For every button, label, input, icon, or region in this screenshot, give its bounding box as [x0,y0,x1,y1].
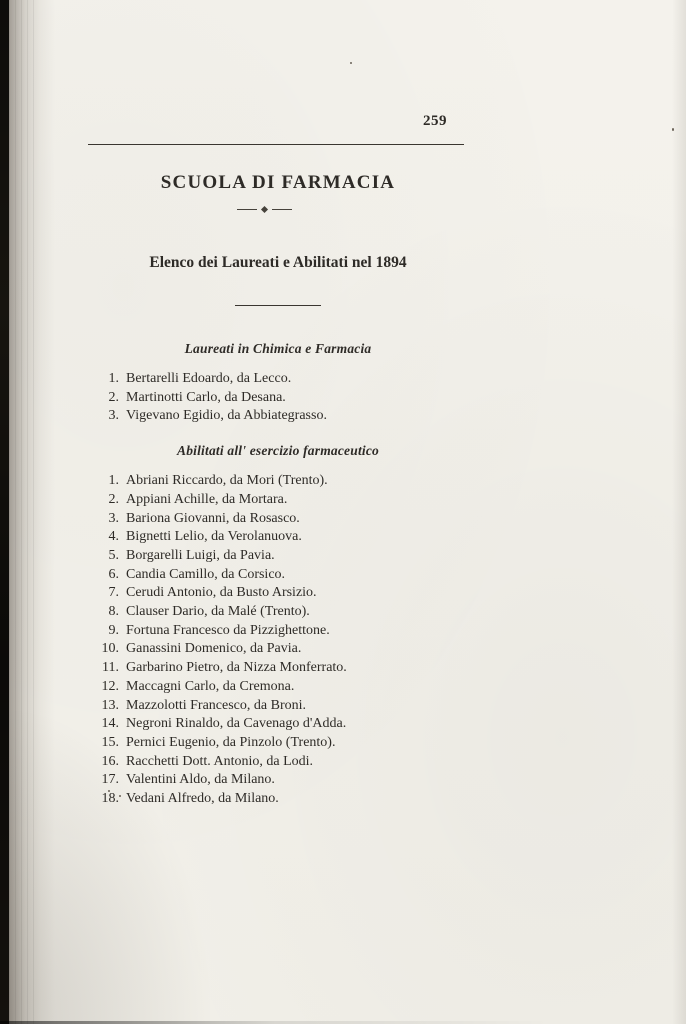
list-item-number: 12. [101,678,119,694]
page-content [88,172,468,809]
list-item [88,566,468,585]
list-item-number: 17. [101,772,119,788]
list-laureati [88,370,468,426]
list-item-number: 9. [108,622,119,638]
list-item [88,678,468,697]
list-item-number: 1. [108,473,119,489]
list-item [88,407,468,426]
ornament-line-left [237,209,257,210]
page-number: 259 [423,113,447,129]
list-item-text: Valentini Aldo, da Milano. [126,772,275,788]
scan-speck [350,62,352,64]
list-item-number: 18. [101,791,119,807]
list-item [88,715,468,734]
list-item-text: Bertarelli Edoardo, da Lecco. [126,371,292,386]
list-item [88,640,468,659]
list-item [88,622,468,641]
list-item-text: Garbarino Pietro, da Nizza Monferrato. [126,660,347,676]
page-title: SCUOLA DI FARMACIA [160,172,396,193]
scan-speck [672,128,674,131]
list-item-text: Borgarelli Luigi, da Pavia. [126,547,275,563]
list-item-number: 3. [108,408,119,424]
list-item [88,547,468,566]
list-item-number: 11. [102,660,119,676]
list-item [88,790,468,809]
list-item [88,734,468,753]
list-item [88,528,468,547]
divider-rule [235,305,321,306]
list-item-text: Vedani Alfredo, da Milano. [126,791,279,807]
book-binding-edge [0,0,9,1024]
list-item-number: 13. [101,697,119,713]
list-item-text: Maccagni Carlo, da Cremona. [126,678,295,694]
list-item-number: 2. [108,389,119,405]
list-item [88,370,468,389]
list-item-number: 4. [108,529,119,545]
list-item-number: 2. [108,491,119,507]
list-item-text: Abriani Riccardo, da Mori (Trento). [126,473,328,489]
section-heading-laureati: Laureati in Chimica e Farmacia [184,341,372,356]
list-item-number: 3. [108,510,119,526]
list-item-number: 7. [108,585,119,601]
list-item-text: Candia Camillo, da Corsico. [126,566,286,582]
section-heading-abilitati: Abilitati all' esercizio farmaceutico [176,443,379,459]
list-item-text: Pernici Eugenio, da Pinzolo (Trento). [126,734,336,750]
list-item [88,697,468,716]
list-item [88,510,468,529]
page-subtitle: Elenco dei Laureati e Abilitati nel 1894 [149,254,407,271]
list-item-text: Clauser Dario, da Malé (Trento). [126,604,310,620]
list-item-text: Martinotti Carlo, da Desana. [126,389,286,405]
list-item-text: Negroni Rinaldo, da Cavenago d'Adda. [126,716,347,732]
list-item-number: 5. [108,547,119,563]
list-abilitati [88,472,468,809]
list-item [88,603,468,622]
list-item-number: 1. [108,371,119,386]
ornament-flourish-icon [260,206,267,213]
ornament-divider [227,207,301,212]
list-item-text: Fortuna Francesco da Pizzighettone. [126,622,330,638]
list-item-text: Cerudi Antonio, da Busto Arsizio. [126,585,317,601]
list-item [88,472,468,491]
right-edge-shade [672,0,686,1024]
list-item-number: 8. [108,604,119,620]
list-item-text: Racchetti Dott. Antonio, da Lodi. [126,753,314,769]
list-item [88,659,468,678]
list-item [88,584,468,603]
list-item-text: Mazzolotti Francesco, da Broni. [126,697,307,713]
list-item-text: Appiani Achille, da Mortara. [126,491,288,507]
list-item [88,771,468,790]
list-item-number: 10. [101,641,119,657]
header-rule [88,144,464,145]
list-item-text: Vigevano Egidio, da Abbiategrasso. [126,408,327,424]
list-item-text: Bignetti Lelio, da Verolanuova. [126,529,302,545]
list-item [88,389,468,408]
list-item-number: 6. [108,566,119,582]
list-item-number: 15. [101,734,119,750]
list-item-number: 14. [101,716,119,732]
ornament-line-right [272,209,292,210]
binding-streaks [9,0,39,1024]
list-item-text: Bariona Giovanni, da Rosasco. [126,510,300,526]
list-item-number: 16. [101,753,119,769]
list-item-text: Ganassini Domenico, da Pavia. [126,641,302,657]
list-item [88,753,468,772]
list-item [88,491,468,510]
